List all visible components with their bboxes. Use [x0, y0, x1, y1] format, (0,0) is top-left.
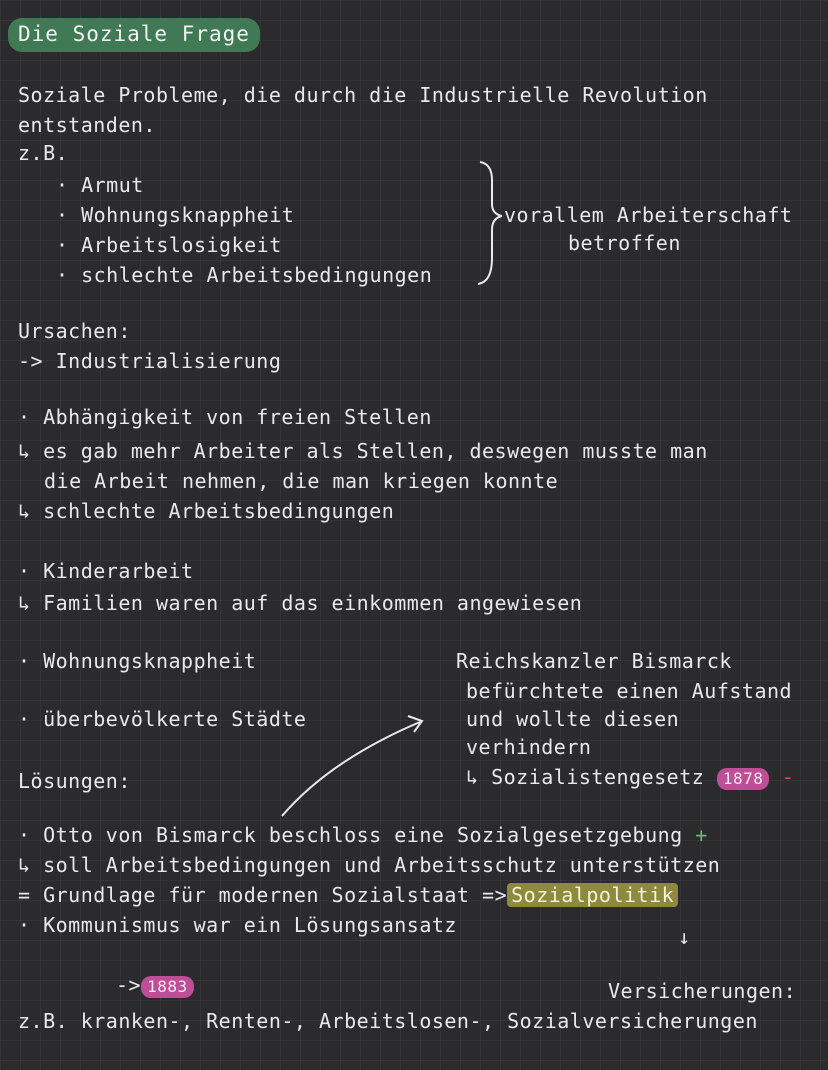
- cause-sub: ↳ schlechte Arbeitsbedingungen: [18, 499, 395, 523]
- page-title: Die Soziale Frage: [8, 18, 260, 52]
- insurance-heading: Versicherungen:: [608, 979, 797, 1003]
- policy-highlight: Sozialpolitik: [507, 883, 678, 907]
- plus-mark: +: [695, 823, 708, 847]
- bismarck-note-1: Reichskanzler Bismarck: [456, 649, 732, 673]
- intro-line-2: entstanden.: [18, 113, 156, 137]
- bismarck-note-2: befürchtete einen Aufstand: [466, 679, 793, 703]
- law-label: ↳ Sozialistengesetz: [466, 765, 705, 789]
- bismarck-note-4: verhindern: [466, 735, 592, 759]
- solution-line-1: · Otto von Bismarck beschloss eine Sozialgesetzgebung +: [18, 823, 708, 847]
- curly-brace: [478, 162, 502, 284]
- problem-label: Arbeitslosigkeit: [81, 233, 282, 257]
- cause-item: · Wohnungsknappheit: [18, 649, 257, 673]
- cause-label: überbevölkerte Städte: [43, 707, 307, 731]
- solution-line-2: ↳ soll Arbeitsbedingungen und Arbeitsschutz unterstützen: [18, 853, 721, 877]
- cause-sub: die Arbeit nehmen, die man kriegen konnte: [44, 469, 559, 493]
- intro-line-1: Soziale Probleme, die durch die Industrielle Revolution: [18, 83, 708, 107]
- bracket-note-2: betroffen: [568, 231, 681, 255]
- down-arrow: ↓: [678, 925, 691, 949]
- solution-text: Kommunismus war ein Lösungsansatz: [43, 913, 457, 937]
- curved-arrow-line: [282, 722, 420, 816]
- year-badge: 1883: [141, 976, 194, 998]
- causes-heading: Ursachen:: [18, 319, 131, 343]
- cause-item: · Abhängigkeit von freien Stellen: [18, 405, 432, 429]
- causes-main: -> Industrialisierung: [18, 349, 282, 373]
- year-1883: [116, 972, 194, 998]
- insurance-line: z.B. kranken-, Renten-, Arbeitslosen-, Sozialversicherungen: [18, 1009, 758, 1033]
- problem-item: · schlechte Arbeitsbedingungen: [56, 263, 433, 287]
- solution-line-3: [18, 882, 678, 908]
- cause-sub: ↳ es gab mehr Arbeiter als Stellen, deswegen musste man: [18, 439, 708, 463]
- problem-item: · Arbeitslosigkeit: [56, 233, 282, 257]
- solution-text: = Grundlage für modernen Sozialstaat: [18, 883, 470, 907]
- cause-item: · überbevölkerte Städte: [18, 707, 307, 731]
- arrow-symbol: ->: [116, 973, 142, 997]
- bracket-note-1: vorallem Arbeiterschaft: [504, 203, 793, 227]
- year-badge: 1878: [717, 768, 770, 790]
- bismarck-note-3: und wollte diesen: [466, 707, 680, 731]
- cause-sub: ↳ Familien waren auf das einkommen angewiesen: [18, 591, 583, 615]
- solution-text: Otto von Bismarck beschloss eine Sozialgesetzgebung: [43, 823, 683, 847]
- solutions-heading: Lösungen:: [18, 769, 131, 793]
- cause-label: Abhängigkeit von freien Stellen: [43, 405, 432, 429]
- solution-line-4: · Kommunismus war ein Lösungsansatz: [18, 913, 457, 937]
- problem-label: Wohnungsknappheit: [81, 203, 295, 227]
- minus-mark: -: [781, 765, 795, 789]
- arrow-symbol: =>: [482, 883, 508, 907]
- bismarck-law: [466, 764, 794, 790]
- problem-item: · Wohnungsknappheit: [56, 203, 295, 227]
- problem-label: Armut: [81, 173, 144, 197]
- cause-label: Kinderarbeit: [43, 559, 194, 583]
- cause-label: Wohnungsknappheit: [43, 649, 257, 673]
- problem-item: · Armut: [56, 173, 144, 197]
- cause-item: · Kinderarbeit: [18, 559, 194, 583]
- intro-zb: z.B.: [18, 141, 69, 165]
- problem-label: schlechte Arbeitsbedingungen: [81, 263, 433, 287]
